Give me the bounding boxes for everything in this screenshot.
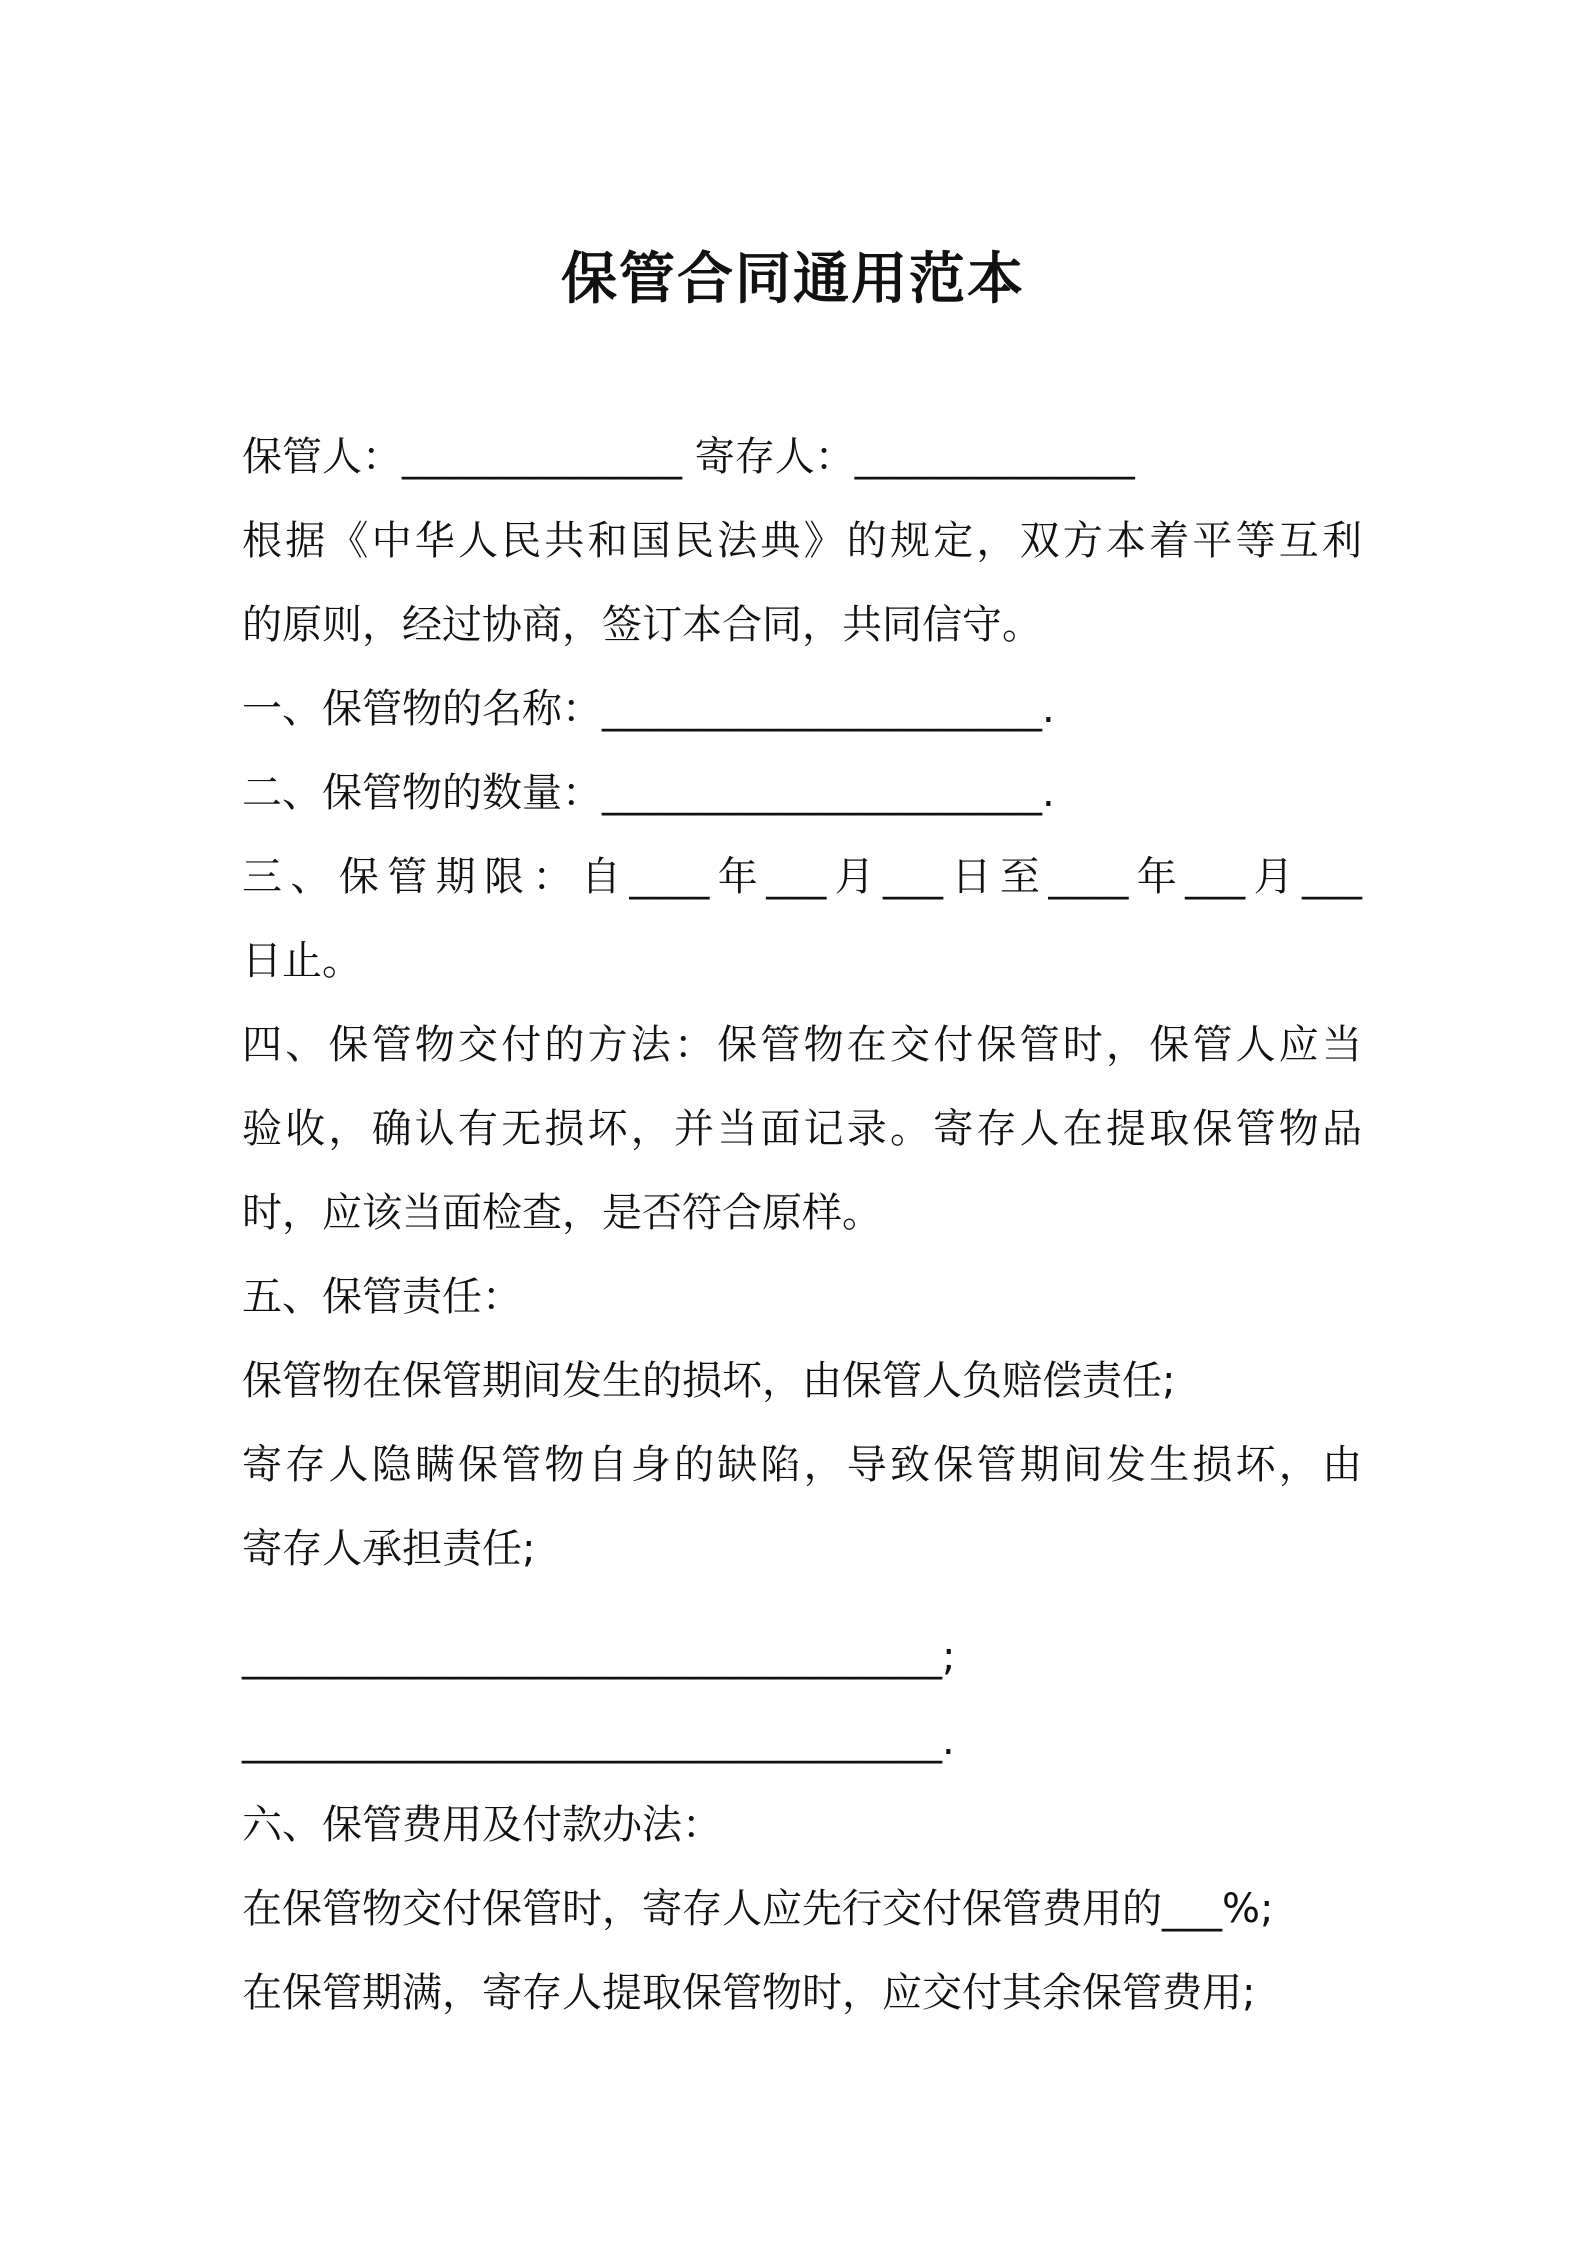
preamble-line-2: 的原则，经过协商，签订本合同，共同信守。 (242, 602, 1042, 648)
clause-1-item-name: 一、保管物的名称：______________________. (242, 686, 1055, 732)
preamble-line-1: 根据《中华人民共和国民法典》的规定，双方本着平等互利 (242, 518, 1362, 564)
clause-4-delivery-line-1: 四、保管物交付的方法：保管物在交付保管时，保管人应当 (242, 1022, 1362, 1068)
clause-3-term-line-1: 三、保管期限：自____年___月___日至____年___月___ (242, 854, 1362, 900)
clause-6-heading: 六、保管费用及付款办法： (242, 1802, 722, 1848)
clause-4-delivery-line-2: 验收，确认有无损坏，并当面记录。寄存人在提取保管物品 (242, 1106, 1362, 1152)
clause-4-delivery-line-3: 时，应该当面检查，是否符合原样。 (242, 1190, 882, 1236)
document-body (242, 415, 1362, 2035)
clause-2-item-quantity: 二、保管物的数量：______________________. (242, 770, 1055, 816)
clause-5-item-2-line-1: 寄存人隐瞒保管物自身的缺陷，导致保管期间发生损坏，由 (242, 1442, 1362, 1488)
clause-6-item-2: 在保管期满，寄存人提取保管物时，应交付其余保管费用; (242, 1970, 1256, 2016)
clause-6-item-1: 在保管物交付保管时，寄存人应先行交付保管费用的___%; (242, 1886, 1274, 1932)
parties-line: 保管人：______________ 寄存人：______________ (242, 434, 1135, 480)
clause-5-blank-line-2: ___________________________________. (242, 1718, 955, 1764)
clause-5-item-1: 保管物在保管期间发生的损坏，由保管人负赔偿责任; (242, 1358, 1176, 1404)
document-title: 保管合同通用范本 (561, 247, 1025, 312)
clause-3-term-line-2: 日止。 (242, 938, 362, 984)
clause-5-heading: 五、保管责任： (242, 1274, 522, 1320)
clause-5-item-2-line-2: 寄存人承担责任; (242, 1526, 536, 1572)
clause-5-blank-line-1: ___________________________________; (242, 1634, 956, 1680)
